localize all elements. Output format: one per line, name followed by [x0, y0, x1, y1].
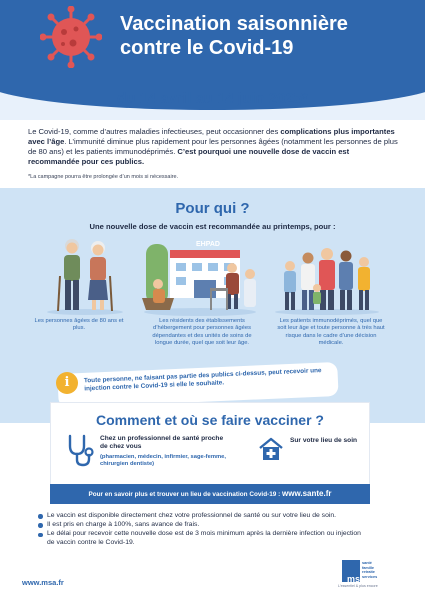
- msa-tagline: L’essentiel & plus encore: [338, 584, 378, 588]
- pour-qui-title: Pour qui ?: [175, 200, 250, 217]
- msa-logo-letters: msa: [347, 574, 366, 584]
- ehpad-sign: EHPAD: [196, 241, 220, 248]
- sante-link[interactable]: www.sante.fr: [282, 489, 332, 498]
- logo-line: famille: [362, 565, 375, 570]
- virus-icon: [40, 6, 102, 68]
- campaign-dates: du 14 avril au 14 juin 2025*: [117, 90, 308, 107]
- elderly-couple-illustration: [40, 236, 130, 316]
- option-care-place: Sur votre lieu de soin: [290, 437, 358, 444]
- stethoscope-icon: [64, 434, 94, 468]
- intro-bold-2: C’est pourquoi une nouvelle dose de vaccin est recommandée pour ces publics.: [28, 147, 350, 166]
- logo-line: santé: [362, 561, 372, 565]
- house-cross-icon: [258, 437, 284, 461]
- info-icon: i: [56, 372, 78, 394]
- intro-text-2: . L’immunité diminue plus rapidement pour les personnes âgées (notamment les personnes de plus de 80 ans) et les patients immunodéprimés.: [28, 137, 398, 156]
- more-info-bar: [50, 484, 370, 504]
- title-line-2: contre le Covid-19: [120, 37, 294, 59]
- footnote: *La campagne pourra être prolongée d’un mois si nécessaire.: [28, 174, 179, 180]
- intro-text-1: Le Covid-19, comme d’autres maladies infectieuses, peut occasionner des: [28, 127, 281, 136]
- msa-website-link[interactable]: www.msa.fr: [22, 578, 64, 587]
- pour-qui-subtitle: Une nouvelle dose de vaccin est recommandée au printemps, pour :: [89, 222, 336, 231]
- logo-line: services: [362, 574, 378, 579]
- option-professional: Chez un professionnel de santé proche de chez vous: [100, 435, 224, 451]
- group-caption-ehpad: Les résidents des établissements d’hébergement pour personnes âgées dépendantes et des unités de soins de longue durée, quel que soit leur âge.: [152, 318, 252, 347]
- note-text: Toute personne, ne faisant pas partie des publics ci-dessus, peut recevoir une injection contre le Covid-19 si elle le souhaite.: [83, 367, 322, 393]
- bullet-item: Il est pris en charge à 100%, sans avance de frais.: [38, 521, 368, 530]
- patients-group-illustration: [272, 236, 382, 316]
- group-caption-elderly: Les personnes âgées de 80 ans et plus.: [34, 318, 124, 332]
- bullet-item: Le délai pour recevoir cette nouvelle dose est de 3 mois minimum après la dernière infection ou injection de vaccin contre le Covid-19.: [38, 530, 368, 547]
- msa-logo: [338, 560, 402, 592]
- page-title: [120, 12, 420, 60]
- comment-title: Comment et où se faire vacciner ?: [96, 412, 324, 428]
- group-caption-immunodepressed: Les patients immunodéprimés, quel que soit leur âge et toute personne à très haut risque dans le cadre d’une décision médicale.: [277, 318, 385, 347]
- info-bullets: [38, 512, 368, 548]
- logo-line: retraite: [362, 570, 375, 575]
- ehpad-illustration: [140, 236, 260, 316]
- intro-paragraph: [28, 127, 398, 167]
- title-line-1: Vaccination saisonnière: [120, 13, 348, 35]
- option-professional-detail: (pharmacien, médecin, infirmier, sage-femme, chirurgien dentiste): [100, 454, 226, 468]
- intro-bold-1: complications plus importantes avec l’âge: [28, 127, 395, 146]
- bullet-item: Le vaccin est disponible directement chez votre professionnel de santé ou sur votre lieu de soin.: [38, 512, 368, 521]
- header-banner: [0, 0, 425, 80]
- more-info-text: Pour en savoir plus et trouver un lieu de vaccination Covid-19 :: [88, 491, 283, 498]
- msa-logo-lines: [362, 561, 377, 579]
